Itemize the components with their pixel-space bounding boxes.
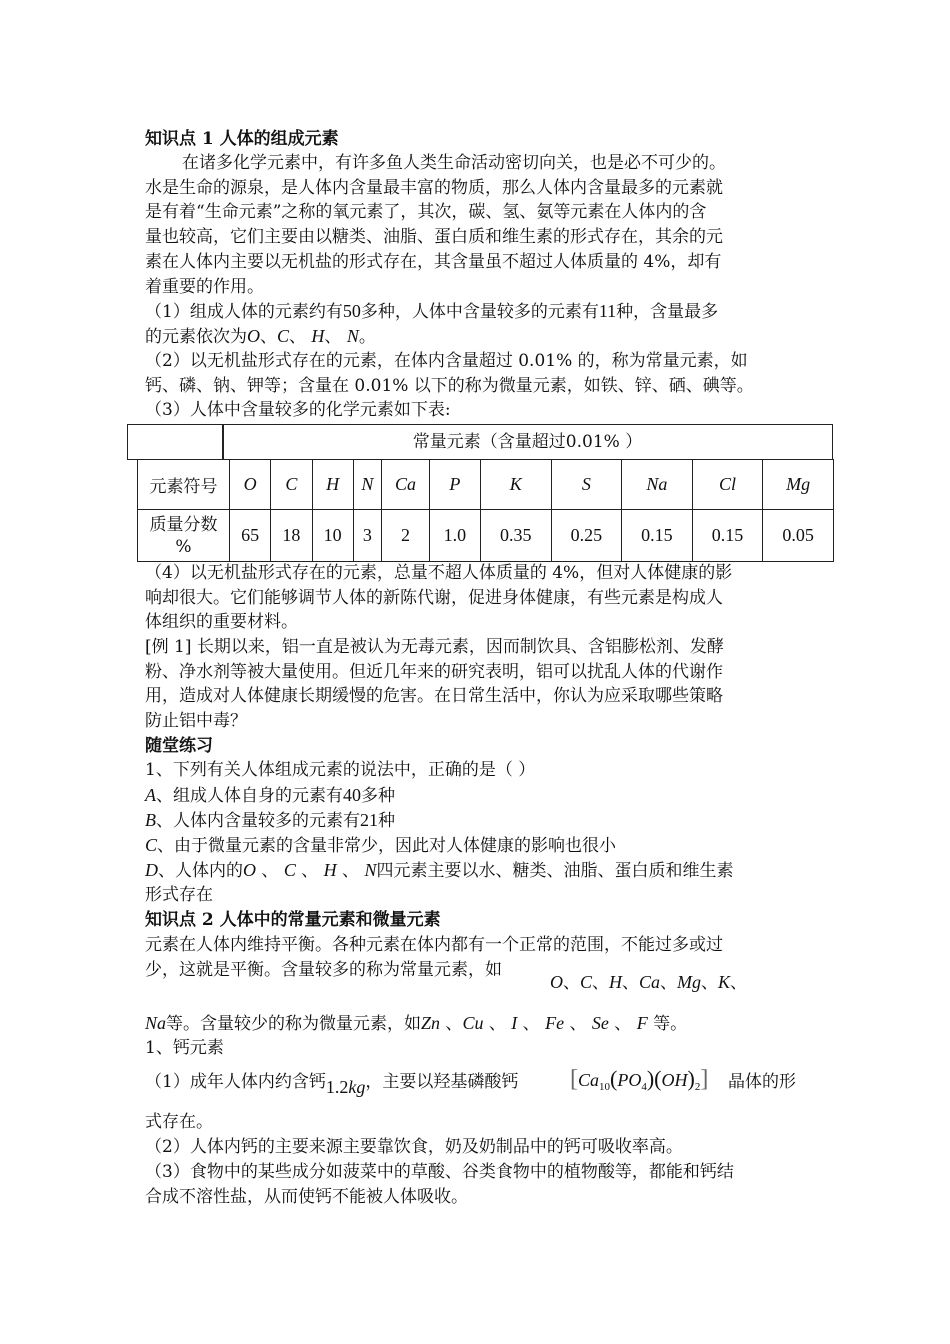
point-4-line-3: 体组织的重要材料。 bbox=[145, 612, 298, 632]
table-cell: K bbox=[480, 460, 551, 510]
point-1-text: 。 bbox=[358, 327, 376, 347]
formula-subscript: 10 bbox=[599, 1081, 611, 1093]
point-1-number: 11 bbox=[598, 301, 617, 321]
row-label-symbol: 元素符号 bbox=[138, 460, 230, 510]
element-symbol: O bbox=[247, 326, 260, 346]
element-symbol: Ca bbox=[639, 972, 661, 992]
question-1: 1、下列有关人体组成元素的说法中，正确的是（ ） bbox=[145, 760, 536, 780]
element-symbol: H bbox=[323, 860, 337, 880]
option-letter: B bbox=[145, 810, 156, 830]
table-cell: 65 bbox=[230, 510, 271, 562]
element-symbol: F bbox=[636, 1013, 648, 1033]
formula-subscript: 4 bbox=[641, 1081, 647, 1093]
element-symbol: K bbox=[718, 972, 731, 992]
point-1-text: 种，含量最多 bbox=[616, 302, 719, 322]
option-text: 种 bbox=[378, 811, 395, 831]
example-line-1: [例 1] 长期以来，铝一直是被认为无毒元素，因而制饮具、含铝膨松剂、发酵 bbox=[145, 637, 724, 657]
section-2-title: 知识点 2 人体中的常量元素和微量元素 bbox=[145, 910, 441, 930]
practice-title: 随堂练习 bbox=[145, 736, 213, 756]
paren-close: ) bbox=[687, 1066, 695, 1091]
calcium-point-3-line-1: （3）食物中的某些成分如菠菜中的草酸、谷类食物中的植物酸等，都能和钙结 bbox=[145, 1162, 734, 1182]
element-symbol: Cu bbox=[462, 1013, 484, 1033]
section-2-line-1: 元素在人体内维持平衡。各种元素在体内都有一个正常的范围，不能过多或过 bbox=[145, 935, 723, 955]
table-cell: 0.05 bbox=[763, 510, 834, 562]
example-line-4: 防止铝中毒？ bbox=[145, 711, 247, 731]
element-symbol: O bbox=[243, 860, 256, 880]
point-2-line-2: 钙、磷、钠、钾等；含量在 0.01% 以下的称为微量元素，如铁、锌、硒、碘等。 bbox=[145, 376, 754, 396]
formula-element: Ca bbox=[578, 1070, 600, 1090]
option-d-line-2: 形式存在 bbox=[145, 885, 213, 905]
element-symbol: N bbox=[346, 326, 359, 346]
hydroxyapatite-formula bbox=[570, 1066, 708, 1093]
table-cell: 0.15 bbox=[692, 510, 763, 562]
option-text: 多种 bbox=[361, 786, 395, 806]
section-2-line-2 bbox=[145, 958, 502, 982]
point-4-line-1: （4）以无机盐形式存在的元素，总量不超人体质量的 4%，但对人体健康的影 bbox=[145, 563, 733, 583]
formula-element: PO bbox=[617, 1070, 642, 1090]
point-4-line-2: 响却很大。它们能够调节人体的新陈代谢，促进身体健康，有些元素是构成人 bbox=[145, 588, 723, 608]
table-cell: Na bbox=[622, 460, 693, 510]
point-1-line-2: 的元素依次为O、C、 H、 N。 bbox=[145, 326, 376, 347]
option-letter: C bbox=[145, 835, 158, 855]
paren-open: ( bbox=[610, 1066, 618, 1091]
row-label-text: 质量分数 bbox=[149, 514, 218, 535]
point-1-number: 50 bbox=[342, 301, 361, 321]
table-cell: Mg bbox=[763, 460, 834, 510]
option-b bbox=[145, 808, 395, 833]
option-text: 、组成人体自身的元素有 bbox=[156, 786, 343, 806]
element-symbol: C bbox=[580, 972, 593, 992]
table-header-cell: 常量元素（含量超过0.01% ） bbox=[222, 424, 833, 460]
element-table bbox=[137, 459, 834, 562]
intro-line-5: 素在人体内主要以无机盐的形式存在，其含量虽不超过人体质量的 4%，却有 bbox=[145, 252, 722, 272]
intro-line-3: 是有着“生命元素”之称的氧元素了，其次，碳、氢、氨等元素在人体内的含 bbox=[145, 202, 707, 222]
table-cell: 2 bbox=[382, 510, 430, 562]
calcium-mass: 1.2 bbox=[325, 1077, 349, 1097]
option-text: 、人体内的 bbox=[158, 861, 243, 881]
calcium-point-2: （2）人体内钙的主要来源主要靠饮食，奶及奶制品中的钙可吸收率高。 bbox=[145, 1137, 683, 1157]
element-symbol: I bbox=[511, 1013, 518, 1033]
table-cell: N bbox=[353, 460, 381, 510]
section-2-line-3: Na等。含量较少的称为微量元素，如Zn 、Cu 、 I 、 Fe 、 Se 、 F 等。 bbox=[145, 1013, 688, 1034]
paren-close: ) bbox=[646, 1066, 655, 1091]
section-2-text: 少，这就是平衡。含量较多的称为常量元素，如 bbox=[145, 960, 502, 980]
calcium-point-3-line-2: 合成不溶性盐，从而使钙不能被人体吸收。 bbox=[145, 1187, 468, 1207]
formula-element: OH bbox=[661, 1070, 688, 1090]
table-cell: Cl bbox=[692, 460, 763, 510]
option-text: 、人体内含量较多的元素有 bbox=[156, 811, 360, 831]
table-cell: Ca bbox=[382, 460, 430, 510]
table-cell: 10 bbox=[312, 510, 353, 562]
option-number: 21 bbox=[360, 810, 378, 830]
table-cell: O bbox=[230, 460, 271, 510]
point-1-text: 的元素依次为 bbox=[145, 327, 247, 347]
option-d: D、人体内的O 、 C 、 H 、 N四元素主要以水、糖类、油脂、蛋白质和维生素 bbox=[145, 860, 734, 881]
option-text: 四元素主要以水、糖类、油脂、蛋白质和维生素 bbox=[376, 861, 734, 881]
table-cell: 1.0 bbox=[429, 510, 480, 562]
example-line-2: 粉、净水剂等被大量使用。但近几年来的研究表明，铝可以扰乱人体的代谢作 bbox=[145, 662, 723, 682]
option-number: 40 bbox=[343, 785, 361, 805]
row-label-mass bbox=[138, 510, 230, 562]
calcium-point-1 bbox=[145, 1070, 518, 1099]
formula-subscript: 2 bbox=[694, 1081, 701, 1093]
element-symbol: O bbox=[550, 972, 563, 992]
point-1-line-1 bbox=[145, 299, 718, 324]
point-3-line: （3）人体中含量较多的化学元素如下表: bbox=[145, 400, 451, 420]
section-1-title: 知识点 1 人体的组成元素 bbox=[145, 129, 339, 149]
major-elements-list: O、C、H、Ca、Mg、K、 bbox=[550, 972, 748, 993]
calcium-text: ，主要以羟基磷酸钙 bbox=[365, 1072, 519, 1092]
element-symbol: Zn bbox=[421, 1013, 441, 1033]
point-2-line-1: （2）以无机盐形式存在的元素，在体内含量超过 0.01% 的，称为常量元素，如 bbox=[145, 351, 748, 371]
element-symbol: H bbox=[311, 326, 325, 346]
row-label-unit: % bbox=[175, 536, 192, 557]
calcium-unit: kg bbox=[348, 1077, 366, 1097]
option-letter: D bbox=[145, 860, 158, 880]
table-cell: H bbox=[312, 460, 353, 510]
intro-line-2: 水是生命的源泉，是人体内含量最丰富的物质，那么人体内含量最多的元素就 bbox=[145, 178, 723, 198]
table-cell: 0.35 bbox=[480, 510, 551, 562]
element-symbol: Na bbox=[145, 1013, 167, 1033]
element-symbol: C bbox=[277, 326, 290, 346]
calcium-point-1-tail: 晶体的形 bbox=[728, 1072, 796, 1092]
table-cell: 0.25 bbox=[551, 510, 622, 562]
table-cell: P bbox=[429, 460, 480, 510]
intro-line-4: 量也较高，它们主要由以糖类、油脂、蛋白质和维生素的形式存在，其余的元 bbox=[145, 227, 723, 247]
bracket-open: [ bbox=[570, 1066, 578, 1092]
calcium-title: 1、钙元素 bbox=[145, 1038, 224, 1058]
option-text: 、由于微量元素的含量非常少，因此对人体健康的影响也很小 bbox=[157, 836, 617, 856]
option-letter: A bbox=[145, 785, 156, 805]
table-row bbox=[138, 460, 834, 510]
table-cell: S bbox=[551, 460, 622, 510]
calcium-point-1-line-2: 式存在。 bbox=[145, 1112, 213, 1132]
table-cell: 3 bbox=[353, 510, 381, 562]
table-row bbox=[138, 510, 834, 562]
point-1-text: （1）组成人体的元素约有 bbox=[145, 302, 343, 322]
table-cell: C bbox=[271, 460, 312, 510]
paren-open: ( bbox=[654, 1066, 662, 1091]
intro-line-1: 在诸多化学元素中，有许多鱼人类生命活动密切向关，也是必不可少的。 bbox=[182, 153, 726, 173]
bracket-close: ] bbox=[700, 1066, 709, 1092]
element-symbol: Fe bbox=[545, 1013, 565, 1033]
section-2-text: 等。含量较少的称为微量元素，如 bbox=[166, 1014, 422, 1034]
point-1-text: 多种，人体中含量较多的元素有 bbox=[360, 302, 599, 322]
table-cell: 0.15 bbox=[622, 510, 693, 562]
option-a bbox=[145, 783, 395, 808]
section-2-text: 等。 bbox=[653, 1014, 688, 1034]
table-header-empty-cell bbox=[127, 424, 224, 460]
element-symbol: N bbox=[364, 860, 377, 880]
element-symbol: H bbox=[609, 972, 623, 992]
table-cell: 18 bbox=[271, 510, 312, 562]
example-line-3: 用，造成对人体健康长期缓慢的危害。在日常生活中，你认为应采取哪些策略 bbox=[145, 686, 723, 706]
option-c bbox=[145, 833, 616, 858]
element-symbol: Mg bbox=[677, 972, 702, 992]
element-symbol: C bbox=[283, 860, 296, 880]
calcium-text: （1）成年人体内约含钙 bbox=[145, 1072, 326, 1092]
intro-line-6: 着重要的作用。 bbox=[145, 277, 264, 297]
element-symbol: Se bbox=[591, 1013, 609, 1033]
